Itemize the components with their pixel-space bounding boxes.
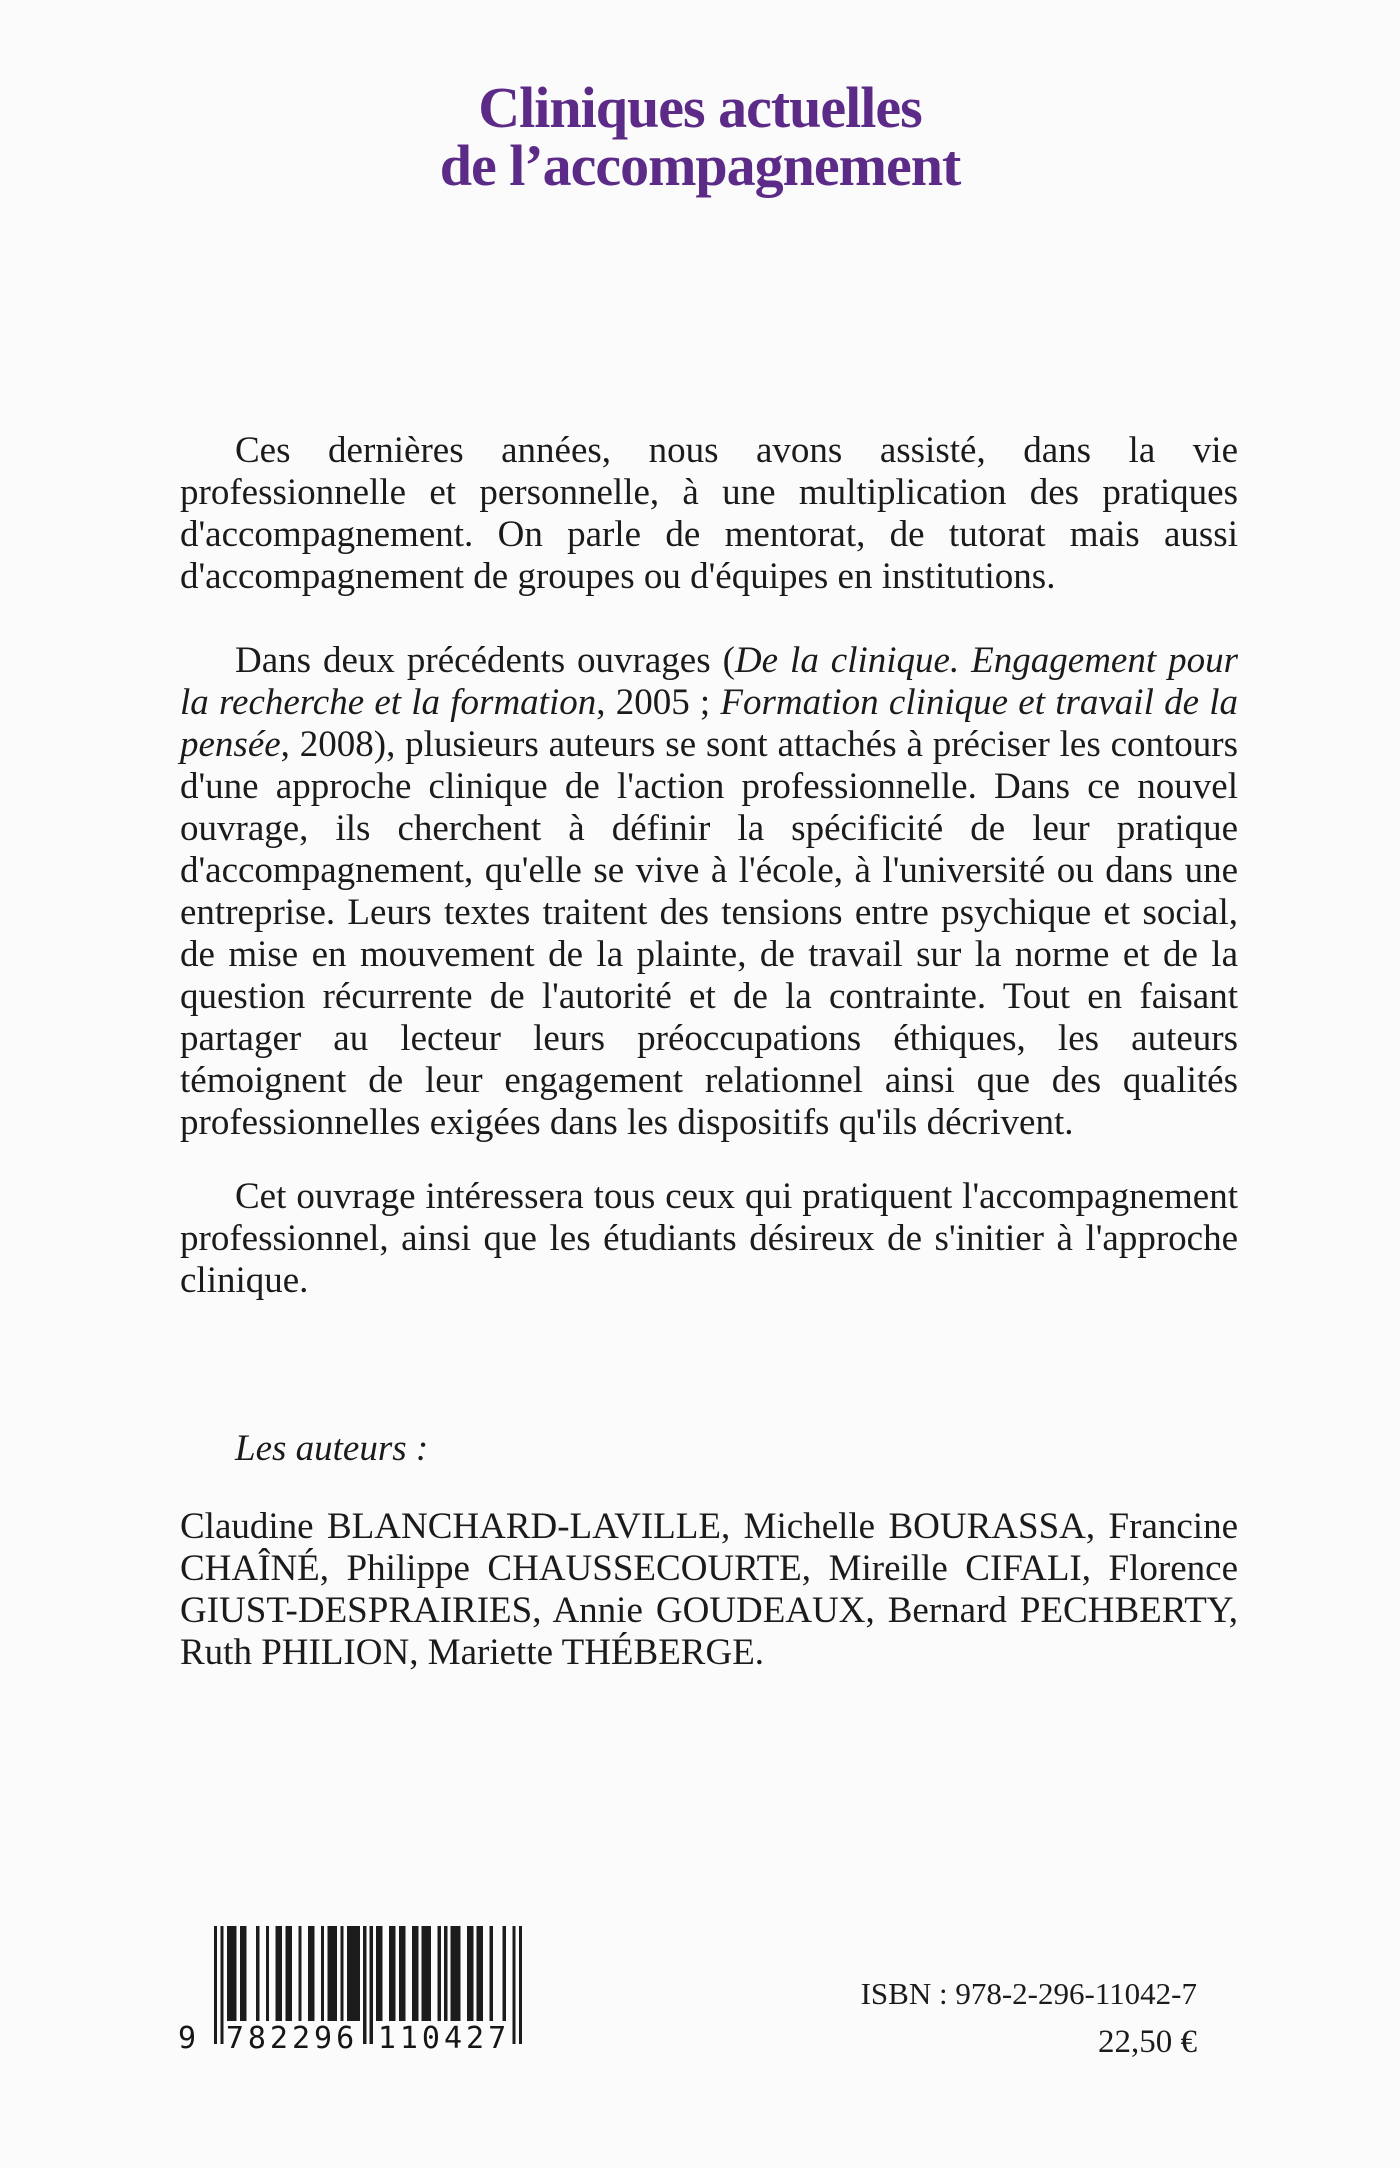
authors-names: Claudine BLANCHARD-LAVILLE, Michelle BOURASSA, Francine CHAÎNÉ, Philippe CHAUSSECOURTE, Mireille CIFALI, Florence GIUST-DESPRAIRIES, Annie GOUDEAUX, Bernard PECHBERTY, Ruth PHILION, Mariette THÉBERGE. xyxy=(180,1505,1238,1673)
barcode-digits-left: 782296 xyxy=(225,2021,359,2056)
price-text: 22,50 € xyxy=(1098,2024,1197,2060)
ean13-barcode xyxy=(178,1926,524,2062)
book-title-line1: Cliniques actuelles xyxy=(478,74,922,140)
book-title-line2: de l’accompagnement xyxy=(439,132,961,198)
summary-paragraph-1: Ces dernières années, nous avons assisté, dans la vie professionnelle et personnelle, à une multiplication des pratiques d'accompagnement. On parle de mentorat, de tutorat mais aussi d'accompagnement de groupes ou d'équipes en institutions. xyxy=(180,429,1238,597)
isbn-price-block xyxy=(861,1970,1197,2066)
summary-paragraph-2: Dans deux précédents ouvrages (De la clinique. Engagement pour la recherche et la formation, 2005 ; Formation clinique et travail de la pensée, 2008), plusieurs auteurs se sont attachés à préciser les contours d'une approche clinique de l'action professionnelle. Dans ce nouvel ouvrage, ils cherchent à définir la spécificité de leur pratique d'accompagnement, qu'elle se vive à l'école, à l'université ou dans une entreprise. Leurs textes traitent des tensions entre psychique et social, de mise en mouvement de la plainte, de travail sur la norme et de la question récurrente de l'autorité et de la contrainte. Tout en faisant partager au lecteur leurs préoccupations éthiques, les auteurs témoignent de leur engagement relationnel ainsi que des qualités professionnelles exigées dans les dispositifs qu'ils décrivent. xyxy=(180,639,1238,1143)
barcode-digit-leading: 9 xyxy=(178,2021,197,2056)
book-title xyxy=(0,39,1400,198)
authors-label: Les auteurs : xyxy=(235,1427,429,1469)
back-cover-text xyxy=(180,430,1238,1674)
barcode-digits-right: 110427 xyxy=(377,2021,511,2056)
isbn-text: ISBN : 978-2-296-11042-7 xyxy=(860,1976,1197,2011)
summary-paragraph-3: Cet ouvrage intéressera tous ceux qui pratiquent l'accompagnement professionnel, ainsi que les étudiants désireux de s'initier à l'approche clinique. xyxy=(180,1175,1238,1301)
